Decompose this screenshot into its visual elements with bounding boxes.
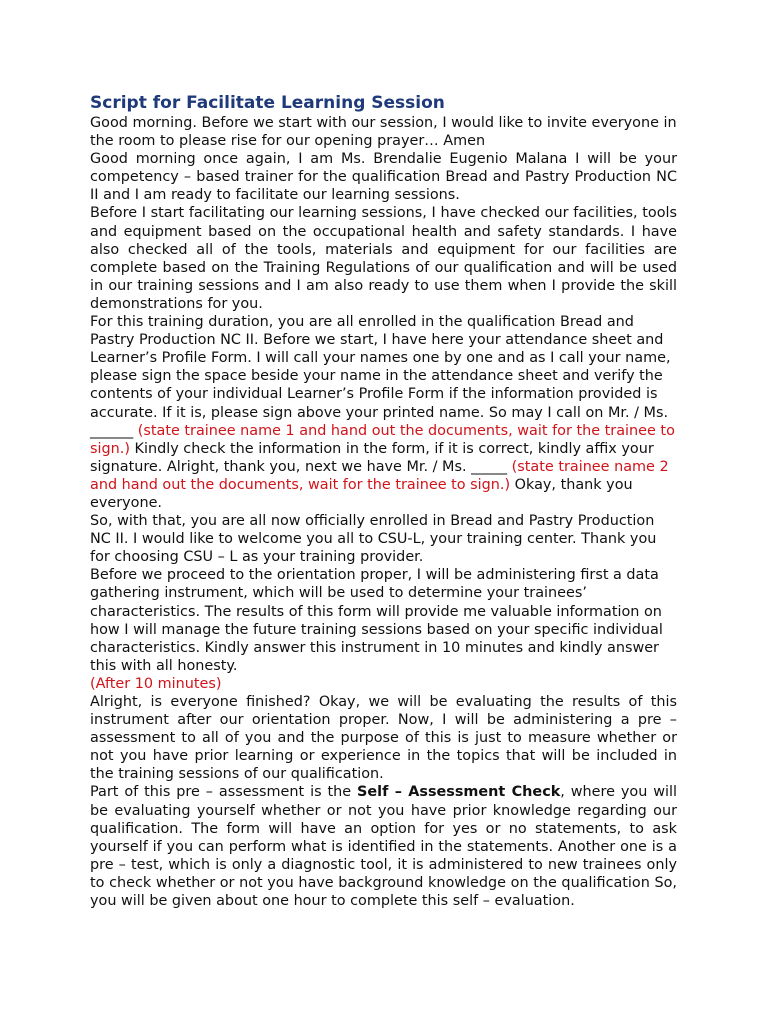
enrollment-text-3: Okay, thank you everyone.	[90, 476, 633, 511]
instruction-trainee-1: (state trainee name 1 and hand out the documents, wait for the trainee to sign.)	[90, 422, 675, 457]
document-title: Script for Facilitate Learning Session	[90, 93, 445, 113]
paragraph-welcome: So, with that, you are all now officially enrolled in Bread and Pastry Production NC II. I would like to welcome you all to CSU-L, your training center. Thank you for choosing CSU – L as your training provider.	[90, 513, 657, 566]
paragraph-pre-assessment: Alright, is everyone finished? Okay, we will be evaluating the results of this instrument after our orientation proper. Now, I will be administering a pre – assessment to all of you and the purpose of this is just to measure whether or not you have prior learning or experience in the topics that will be included in the training sessions of our qualification.	[90, 694, 677, 783]
self-assessment-check-term: Self – Assessment Check	[357, 784, 561, 801]
paragraph-self-assessment	[90, 783, 677, 910]
self-assessment-text-1: Part of this pre – assessment is the	[90, 784, 358, 801]
paragraph-enrollment	[90, 313, 677, 512]
paragraph-opening-prayer: Good morning. Before we start with our session, I would like to invite everyone in the room to please rise for our opening prayer… Amen	[90, 115, 677, 150]
enrollment-text-2: Kindly check the information in the form, if it is correct, kindly affix your signature. Alright, thank you, next we have Mr. / Ms. _____	[90, 440, 654, 475]
paragraph-data-gathering: Before we proceed to the orientation proper, I will be administering first a data gathering instrument, which will be used to determine your trainees’ characteristics. The results of this form will provide me valuable information on how I will manage the future training sessions based on your specific individual characteristics. Kindly answer this instrument in 10 minutes and kindly answer this with all honesty.	[90, 567, 663, 674]
paragraph-trainer-introduction: Good morning once again, I am Ms. Brendalie Eugenio Malana I will be your competency – based trainer for the qualification Bread and Pastry Production NC II and I am ready to facilitate our learning sessions.	[90, 151, 677, 204]
instruction-after-10-minutes: (After 10 minutes)	[90, 675, 222, 692]
enrollment-text-1: For this training duration, you are all enrolled in the qualification Bread and Pastry Production NC II. Before we start, I have here your attendance sheet and Learner’s Profile Form. I will call your names one by one and as I call your name, please sign the space beside your name in the attendance sheet and verify the contents of your individual Learner’s Profile Form if the information provided is accurate. If it is, please sign above your printed name. So may I call on Mr. / Ms. ______	[90, 314, 671, 439]
self-assessment-text-2: , where you will be evaluating yourself whether or not you have prior knowledge regarding our qualification. The form will have an option for yes or no statements, to ask yourself if you can perform what is identified in the statements. Another one is a pre – test, which is only a diagnostic tool, it is administered to new trainees only to check whether or not you have background knowledge on the qualification So, you will be given about one hour to complete this self – evaluation.	[90, 784, 678, 910]
paragraph-facilities-check: Before I start facilitating our learning sessions, I have checked our facilities, tools and equipment based on the occupational health and safety standards. I have also checked all of the tools, materials and equipment for our facilities are complete based on the Training Regulations of our qualification and will be used in our training sessions and I am also ready to use them when I provide the skill demonstrations for you.	[90, 205, 677, 312]
instruction-trainee-2: (state trainee name 2 and hand out the documents, wait for the trainee to sign.)	[90, 458, 669, 493]
document-page	[90, 92, 677, 910]
